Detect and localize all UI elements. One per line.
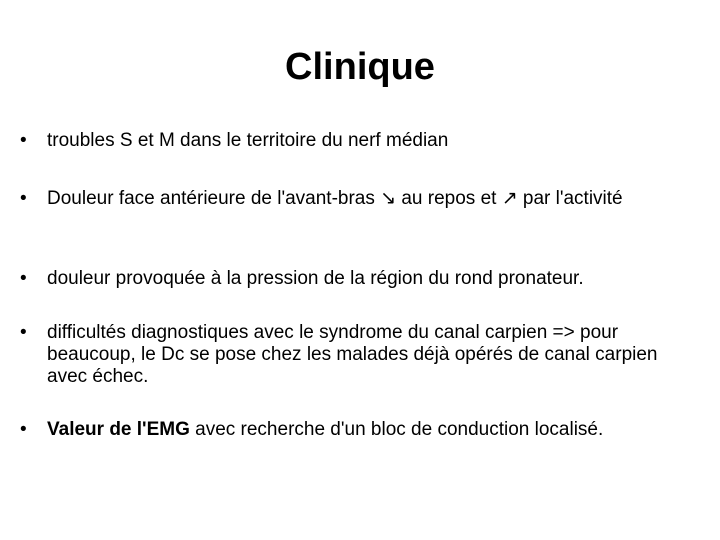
bullet-bold-text: Valeur de l'EMG <box>47 419 190 440</box>
bullet-text: douleur provoquée à la pression de la région du rond pronateur. <box>47 268 584 289</box>
bullet-dot: • <box>20 188 27 209</box>
bullet-item <box>20 130 700 152</box>
bullet-dot: • <box>20 419 27 440</box>
bullet-item <box>20 268 700 290</box>
bullet-item <box>20 419 700 441</box>
bullet-dot: • <box>20 268 27 289</box>
bullet-rest-text: avec recherche d'un bloc de conduction localisé. <box>189 419 604 440</box>
bullet-text: Douleur face antérieure de l'avant-bras ↘ au repos et ↗ par l'activité <box>47 188 623 209</box>
bullet-dot: • <box>20 322 27 343</box>
bullet-text <box>47 419 700 441</box>
bullet-item <box>20 322 700 388</box>
slide-title: Clinique <box>285 46 435 88</box>
bullet-dot: • <box>20 130 27 151</box>
bullet-item <box>20 188 700 210</box>
bullet-text: difficultés diagnostiques avec le syndrome du canal carpien => pour beaucoup, le Dc se pose chez les malades déjà opérés de canal carpien avec échec. <box>47 322 658 387</box>
bullet-text: troubles S et M dans le territoire du nerf médian <box>47 130 449 151</box>
